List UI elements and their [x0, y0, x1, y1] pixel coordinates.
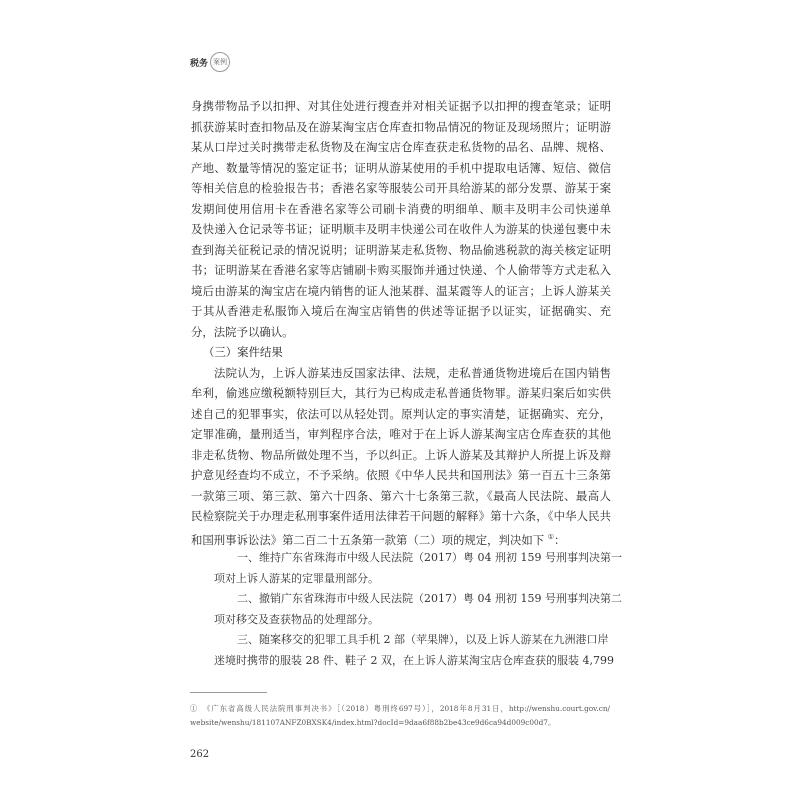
- page-number: 262: [190, 749, 210, 760]
- text-line: 护意见经查均不成立，不予采纳。依照《中华人民共和国刑法》第一百五十三条第: [191, 468, 611, 482]
- header-section: 税务: [190, 58, 209, 69]
- text-line: 书；证明游某在香港名家等店铺刷卡购买服饰并通过快递、个人偷带等方式走私入: [191, 263, 611, 277]
- text-line: 某从口岸过关时携带走私货物及在淘宝店仓库查获走私货物的品名、品牌、规格、: [191, 140, 611, 154]
- text-line-content: 和国刑事诉讼法》第二百二十五条第一款第（二）项的规定，判决如下: [191, 532, 545, 547]
- text-line: 民检察院关于办理走私刑事案件适用法律若干问题的解释》第十六条，《中华人民共: [191, 509, 611, 523]
- judgment-line: 二、撤销广东省珠海市中级人民法院（2017）粤 04 刑初 159 号刑事判决第二: [237, 592, 622, 605]
- section-heading: （三）案件结果: [203, 345, 283, 359]
- judgment-line: 项对移交及查获物品的处理部分。: [214, 612, 379, 626]
- text-line: [191, 527, 611, 548]
- text-line: 发期间使用信用卡在香港名家等公司刷卡消费的明细单、顺丰及明丰公司快递单: [191, 201, 611, 216]
- text-line: 述自己的犯罪事实，依法可以从轻处罚。原判认定的事实清楚，证据确实、充分，: [191, 406, 611, 421]
- running-header: [190, 52, 230, 72]
- text-line: 身携带物品予以扣押、对其住处进行搜查并对相关证据予以扣押的搜查笔录；证明: [191, 99, 611, 113]
- text-line: 查到海关征税记录的情况说明；证明游某走私货物、物品偷逃税款的海关核定证明: [191, 242, 611, 257]
- text-line: 等相关信息的检验报告书；香港名家等服装公司开具给游某的部分发票、游某于案: [191, 181, 611, 195]
- judgment-line: 一、维持广东省珠海市中级人民法院（2017）粤 04 刑初 159 号刑事判决第一: [237, 551, 622, 564]
- footnote-line: ① 《广东省高级人民法院刑事判决书》［（2018）粤刑终697号）］，2018年8月31日，http://wenshu.court.gov.cn/: [190, 704, 610, 713]
- text-line: 法院认为，上诉人游某违反国家法律、法规，走私普通货物进境后在国内销售: [214, 365, 611, 380]
- footnote: [190, 702, 610, 730]
- text-line: 定罪准确，量刑适当，审判程序合法，唯对于在上诉人游某淘宝店仓库查获的其他: [191, 427, 611, 441]
- text-line: 抓获游某时查扣物品及在游某淘宝店仓库查扣物品情况的物证及现场照片；证明游: [191, 119, 611, 134]
- text-line: 分，法院予以确认。: [191, 324, 294, 339]
- text-line: 产地、数量等情况的鉴定证书；证明从游某使用的手机中提取电话簿、短信、微信: [191, 160, 611, 175]
- judgment-line: 三、随案移交的犯罪工具手机 2 部（苹果牌），以及上诉人游某在九洲港口岸: [237, 633, 609, 646]
- text-line: 牟利，偷逃应缴税额特别巨大，其行为已构成走私普通货物罪。游某归案后如实供: [191, 386, 611, 400]
- colon: ：: [554, 532, 566, 547]
- footnote-line: website/wenshu/181107ANFZ0BXSK4/index.html?docId=9daa6f88b2be43ce9d6ca94d009c00d7。: [190, 718, 556, 727]
- evidence-paragraph: [191, 96, 611, 547]
- text-line: 于其从香港走私服饰入境后在淘宝店销售的供述等证据予以证实，证据确实、充: [191, 304, 611, 318]
- footnote-ref[interactable]: ①: [547, 532, 555, 541]
- text-line: 境后由游某的淘宝店在境内销售的证人池某群、温某霞等人的证言；上诉人游某关: [191, 283, 611, 298]
- text-line: 一款第三项、第三款、第六十四条、第六十七条第三款，《最高人民法院、最高人: [191, 488, 611, 503]
- judgment-line: 项对上诉人游某的定罪量刑部分。: [214, 571, 379, 585]
- footnote-divider: [190, 692, 267, 693]
- text-line: 非走私货物、物品所做处理不当，予以纠正。上诉人游某及其辩护人所提上诉及辩: [191, 447, 611, 462]
- header-badge: 案例: [210, 52, 230, 72]
- judgment-line: 迷境时携带的服装 28 件、鞋子 2 双，在上诉人游某淘宝店仓库查获的服装 4,799: [214, 653, 614, 667]
- judgment-list: [214, 548, 622, 671]
- text-line: 及快递入仓记录等书证；证明顺丰及明丰快递公司在收件人为游某的快递包裹中未: [191, 222, 611, 236]
